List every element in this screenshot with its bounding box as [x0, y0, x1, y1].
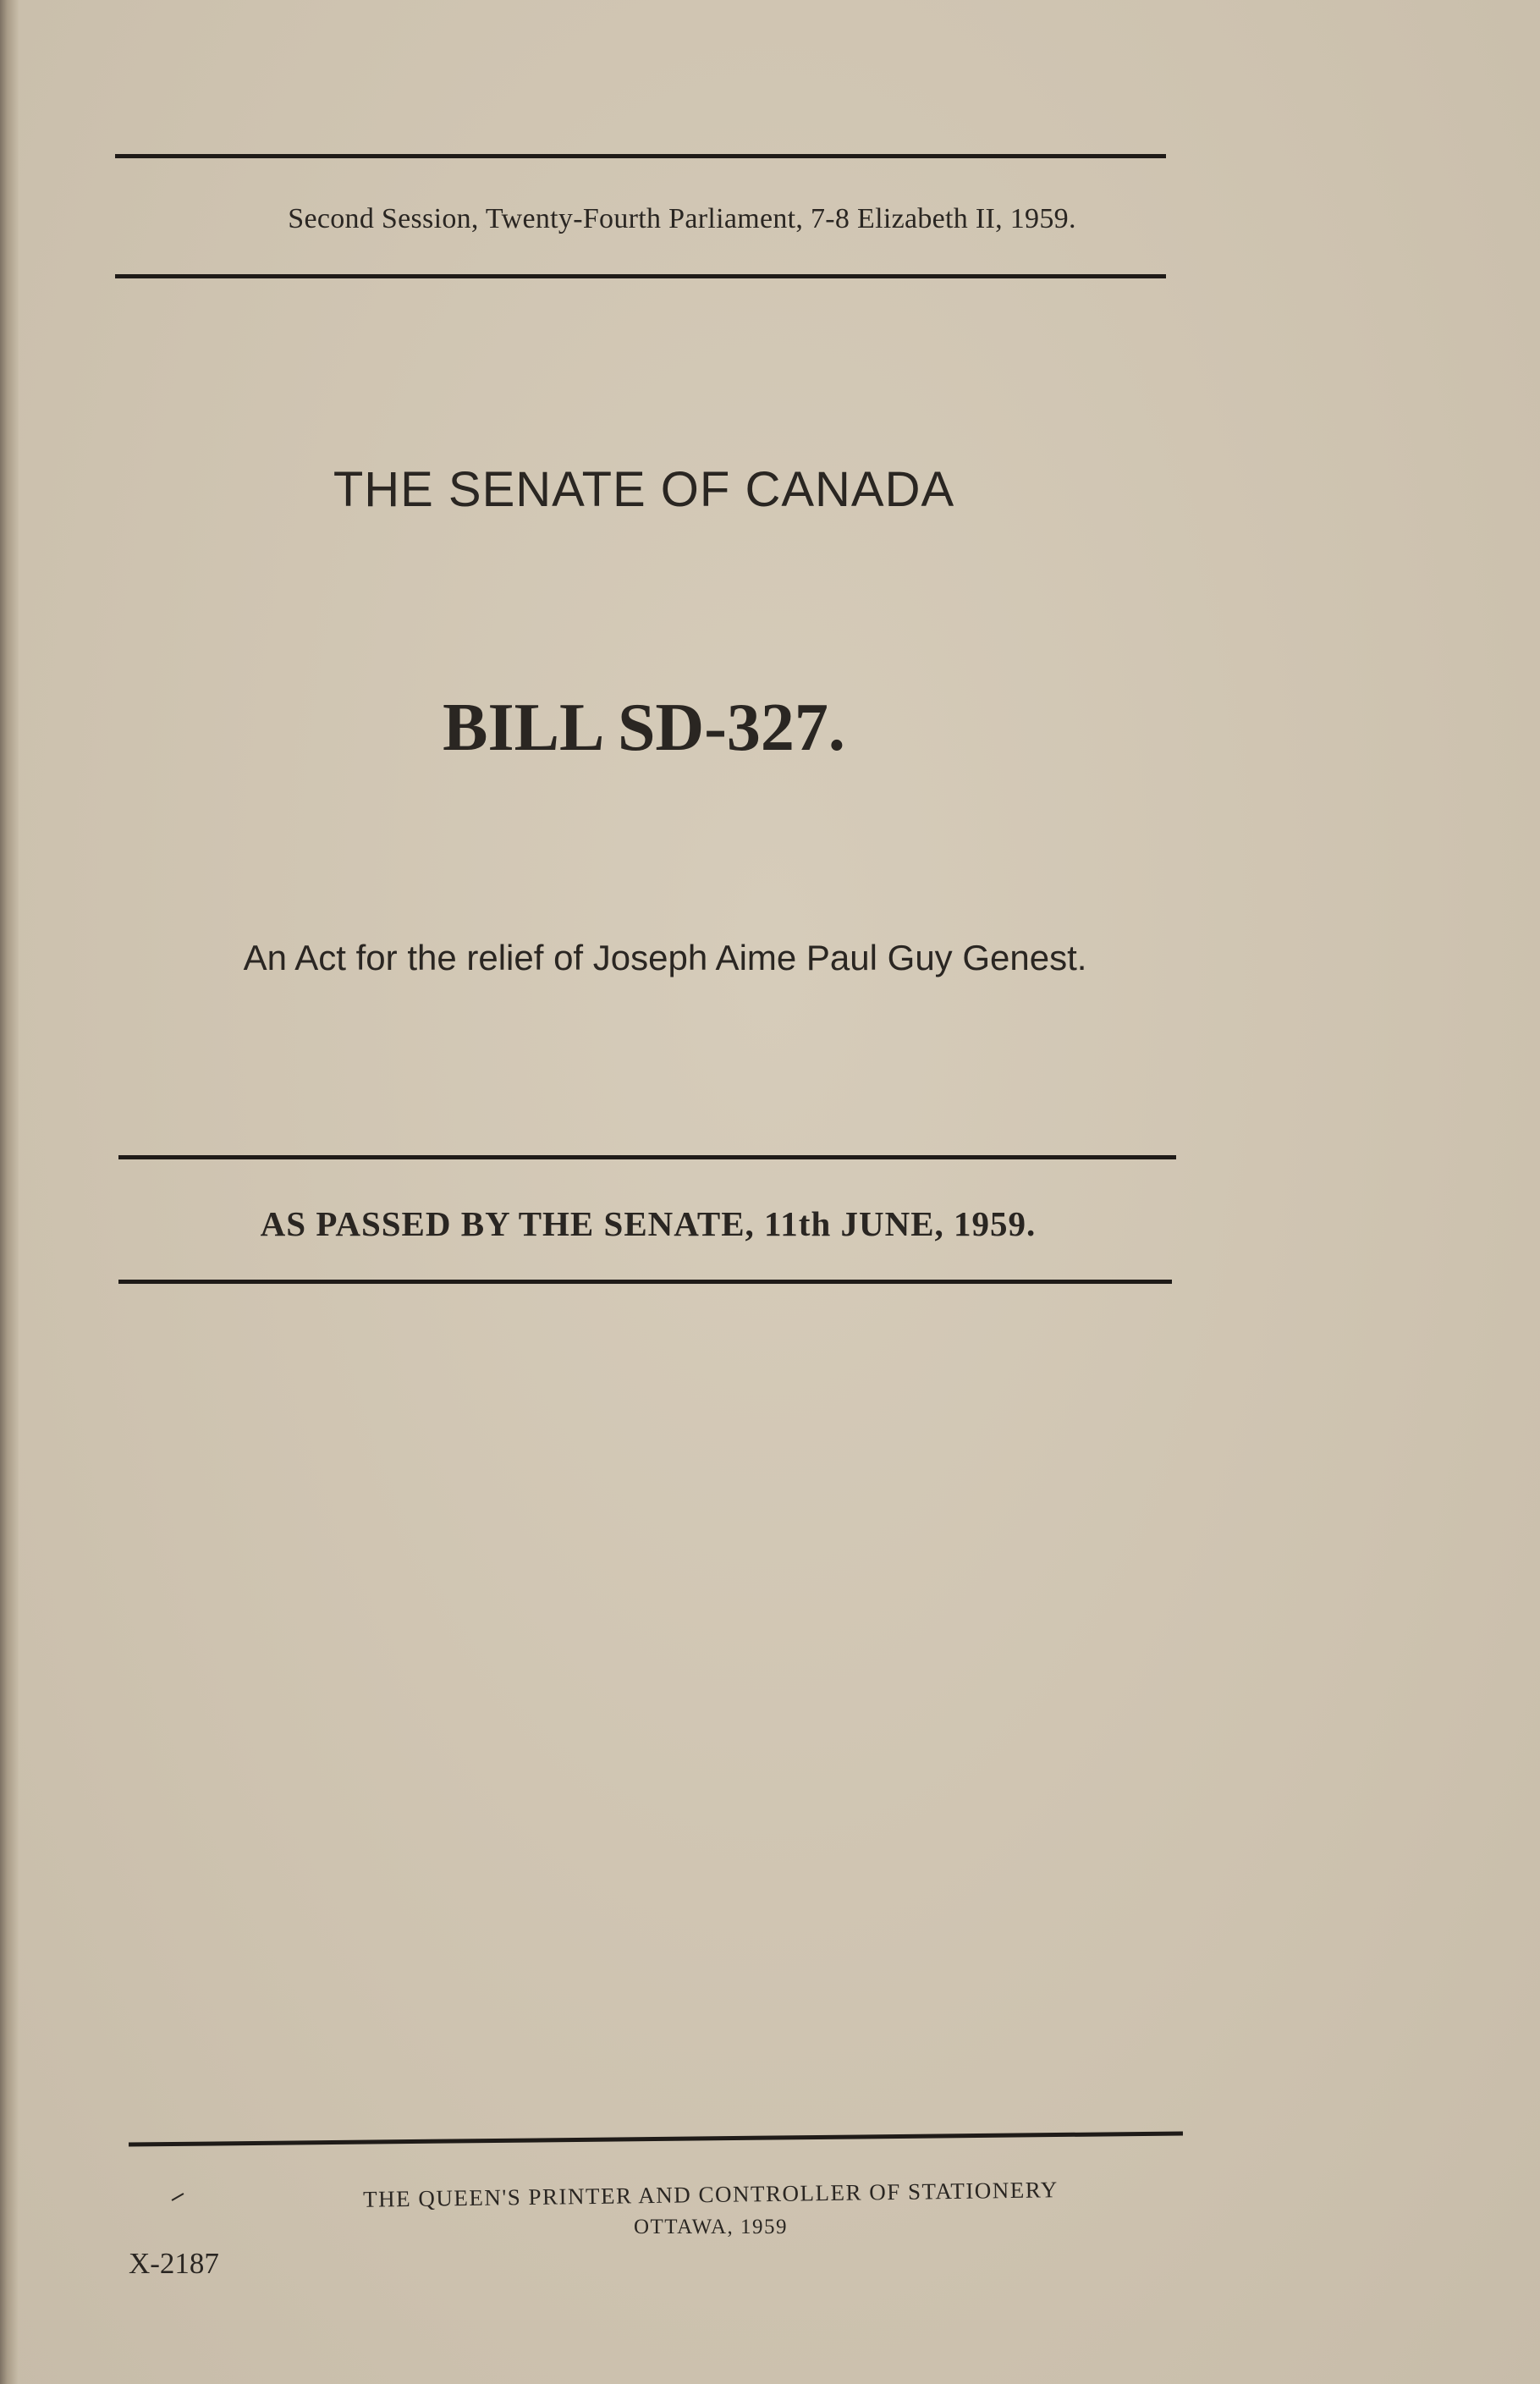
binding-edge	[0, 0, 19, 2384]
bill-number: BILL SD-327.	[443, 691, 845, 765]
chamber-title: THE SENATE OF CANADA	[333, 462, 955, 517]
document-code: X-2187	[129, 2247, 219, 2280]
act-description: An Act for the relief of Joseph Aime Paul Guy Genest.	[243, 938, 1087, 977]
city-year: OTTAWA, 1959	[633, 2216, 789, 2238]
passed-line: AS PASSED BY THE SENATE, 11th JUNE, 1959.	[260, 1204, 1037, 1243]
footer-rule	[129, 2131, 1183, 2146]
pencil-mark	[172, 2193, 184, 2201]
header-bottom-rule	[115, 274, 1166, 278]
header-top-rule	[115, 154, 1166, 158]
session-line: Second Session, Twenty-Fourth Parliament, 7-8 Elizabeth II, 1959.	[288, 203, 1076, 234]
status-bottom-rule	[118, 1280, 1172, 1284]
printer-line: THE QUEEN'S PRINTER AND CONTROLLER OF STATIONERY	[362, 2177, 1059, 2212]
status-top-rule	[118, 1155, 1176, 1159]
